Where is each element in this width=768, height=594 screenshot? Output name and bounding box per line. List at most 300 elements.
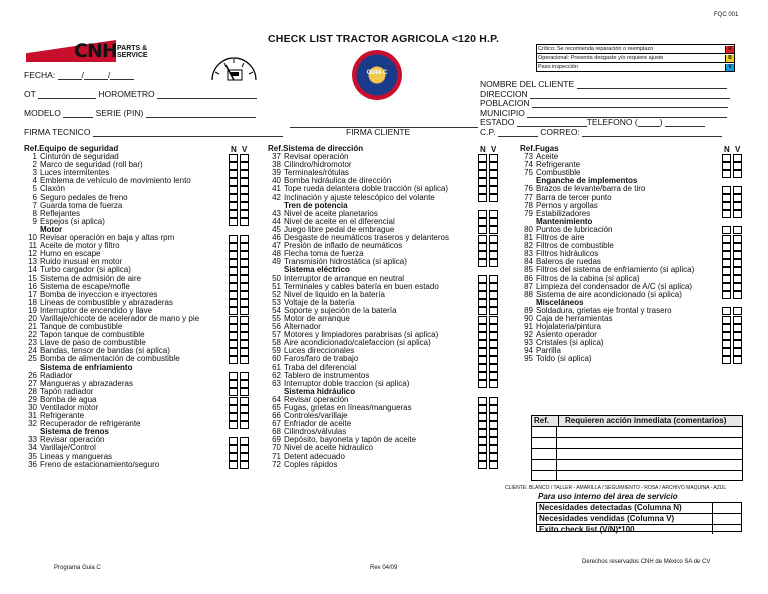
- item-number: 51: [272, 281, 281, 291]
- checkbox-n[interactable]: [229, 267, 238, 275]
- col3-v-header: V: [735, 145, 741, 154]
- checkbox-v[interactable]: [733, 226, 742, 234]
- checkbox-v[interactable]: [733, 170, 742, 178]
- checkbox-v[interactable]: [240, 421, 249, 429]
- checkbox-n[interactable]: [478, 421, 487, 429]
- checkbox-n[interactable]: [229, 348, 238, 356]
- checkbox-v[interactable]: [733, 154, 742, 162]
- checkbox-v[interactable]: [240, 388, 249, 396]
- checkbox-v[interactable]: [240, 445, 249, 453]
- firma-tecnico-field[interactable]: FIRMA TECNICO: [24, 127, 283, 137]
- action-table-header: Ref. Requieren acción inmediata (comentarios): [532, 416, 742, 427]
- checkbox-n[interactable]: [229, 178, 238, 186]
- checkbox-n[interactable]: [722, 162, 731, 170]
- item-number: 91: [524, 322, 533, 332]
- item-number: 34: [28, 443, 37, 453]
- item-number: 12: [28, 249, 37, 259]
- item-number: 22: [28, 330, 37, 340]
- municipio-field[interactable]: MUNICIPIO: [480, 108, 727, 118]
- checkbox-n[interactable]: [478, 332, 487, 340]
- col2-n-header: N: [480, 145, 486, 154]
- action-row[interactable]: [532, 471, 742, 481]
- item-label: Aire acondicionado/calefaccion (si aplica): [284, 338, 431, 348]
- item-label: Humo en escape: [40, 249, 101, 259]
- checkbox-v[interactable]: [489, 178, 498, 186]
- item-number: 8: [32, 208, 37, 218]
- checkbox-v[interactable]: [733, 267, 742, 275]
- checkbox-n[interactable]: [478, 356, 487, 364]
- checkbox-n[interactable]: [478, 210, 487, 218]
- cp-correo-field[interactable]: C.P. CORREO:: [480, 127, 722, 137]
- item-number: 69: [272, 435, 281, 445]
- action-row[interactable]: [532, 449, 742, 460]
- checkbox-n[interactable]: [722, 210, 731, 218]
- checkbox-n[interactable]: [722, 291, 731, 299]
- checkbox-n[interactable]: [229, 259, 238, 267]
- checkbox-v[interactable]: [489, 316, 498, 324]
- checkbox-v[interactable]: [489, 437, 498, 445]
- checkbox-v[interactable]: [240, 194, 249, 202]
- checkbox-v[interactable]: [489, 356, 498, 364]
- checkbox-v[interactable]: [240, 413, 249, 421]
- checkbox-v[interactable]: [240, 243, 249, 251]
- checkbox-n[interactable]: [229, 202, 238, 210]
- item-number: 27: [28, 378, 37, 388]
- checkbox-v[interactable]: [489, 226, 498, 234]
- item-label: Bomba hidráulica de dirección: [284, 176, 392, 186]
- internal-use-table: [536, 502, 742, 532]
- checkbox-v[interactable]: [240, 170, 249, 178]
- checkbox-n[interactable]: [722, 324, 731, 332]
- item-label: Cilindro/hidromotor: [284, 160, 352, 170]
- checkbox-v[interactable]: [489, 170, 498, 178]
- checkbox-v[interactable]: [489, 364, 498, 372]
- checkbox-v[interactable]: [240, 178, 249, 186]
- checkbox-n[interactable]: [229, 299, 238, 307]
- item-number: 26: [28, 370, 37, 380]
- checkbox-n[interactable]: [478, 340, 487, 348]
- checkbox-n[interactable]: [722, 267, 731, 275]
- checkbox-v[interactable]: [733, 251, 742, 259]
- checkbox-n[interactable]: [229, 332, 238, 340]
- item-number: 31: [28, 411, 37, 421]
- item-number: 15: [28, 273, 37, 283]
- checkbox-v[interactable]: [240, 259, 249, 267]
- checkbox-n[interactable]: [229, 445, 238, 453]
- checkbox-v[interactable]: [733, 210, 742, 218]
- item-label: Voltaje de la batería: [284, 297, 355, 307]
- checkbox-n[interactable]: [478, 299, 487, 307]
- checkbox-v[interactable]: [240, 332, 249, 340]
- checkbox-n[interactable]: [229, 421, 238, 429]
- checkbox-n[interactable]: [229, 307, 238, 315]
- checkbox-n[interactable]: [478, 307, 487, 315]
- checkbox-n[interactable]: [478, 364, 487, 372]
- item-number: 95: [524, 354, 533, 364]
- checkbox-n[interactable]: [722, 307, 731, 315]
- checkbox-v[interactable]: [733, 202, 742, 210]
- item-label: Presión de inflado de neumáticos: [284, 241, 403, 251]
- internal-row-sold[interactable]: Necesidades vendidas (Columna V): [537, 514, 741, 525]
- item-number: 87: [524, 281, 533, 291]
- item-number: 81: [524, 233, 533, 243]
- checkbox-v[interactable]: [489, 348, 498, 356]
- checkbox-v[interactable]: [489, 299, 498, 307]
- checkbox-n[interactable]: [478, 170, 487, 178]
- item-label: Filtros de la cabina (si aplica): [536, 273, 640, 283]
- cnh-logo: [26, 40, 154, 64]
- checkbox-v[interactable]: [240, 316, 249, 324]
- section-header: Sistema hidráulico: [284, 386, 356, 396]
- checkbox-v[interactable]: [489, 259, 498, 267]
- item-number: 64: [272, 394, 281, 404]
- checkbox-v[interactable]: [489, 154, 498, 162]
- section-header: Motor: [40, 224, 63, 234]
- checkbox-n[interactable]: [722, 235, 731, 243]
- checkbox-n[interactable]: [722, 356, 731, 364]
- checkbox-n[interactable]: [478, 235, 487, 243]
- checkbox-v[interactable]: [240, 283, 249, 291]
- checkbox-v[interactable]: [489, 291, 498, 299]
- checkbox-v[interactable]: [733, 291, 742, 299]
- item-number: 70: [272, 443, 281, 453]
- fecha-field[interactable]: FECHA: / /: [24, 70, 134, 80]
- item-number: 56: [272, 322, 281, 332]
- checkbox-n[interactable]: [229, 218, 238, 226]
- item-number: 1: [32, 152, 37, 162]
- checkbox-n[interactable]: [478, 429, 487, 437]
- item-label: Soldadura, grietas eje frontal y trasero: [536, 305, 672, 315]
- checkbox-v[interactable]: [489, 324, 498, 332]
- checkbox-v[interactable]: [240, 307, 249, 315]
- checkbox-v[interactable]: [489, 275, 498, 283]
- checkbox-n[interactable]: [478, 275, 487, 283]
- checkbox-v[interactable]: [489, 218, 498, 226]
- checkbox-v[interactable]: [240, 340, 249, 348]
- item-label: Filtros del sistema de enfriamiento (si aplica): [536, 265, 695, 275]
- checkbox-n[interactable]: [229, 162, 238, 170]
- checkbox-n[interactable]: [229, 372, 238, 380]
- checkbox-n[interactable]: [722, 154, 731, 162]
- checkbox-v[interactable]: [733, 235, 742, 243]
- section-fugas: Fugas: [535, 144, 559, 153]
- item-number: 28: [28, 386, 37, 396]
- checkbox-n[interactable]: [229, 388, 238, 396]
- checkbox-v[interactable]: [489, 461, 498, 469]
- checkbox-v[interactable]: [240, 162, 249, 170]
- checkbox-v[interactable]: [489, 283, 498, 291]
- checkbox-n[interactable]: [229, 437, 238, 445]
- checkbox-v[interactable]: [489, 194, 498, 202]
- internal-row-success[interactable]: Exito check list (V/N)*100: [537, 525, 741, 534]
- checkbox-v[interactable]: [489, 340, 498, 348]
- item-label: Asiento operador: [536, 330, 597, 340]
- direccion-field[interactable]: DIRECCION: [480, 89, 730, 99]
- item-label: Filtros hidráulicos: [536, 249, 599, 259]
- checkbox-v[interactable]: [733, 186, 742, 194]
- checkbox-n[interactable]: [229, 251, 238, 259]
- item-number: 25: [28, 354, 37, 364]
- checkbox-v[interactable]: [489, 421, 498, 429]
- checkbox-v[interactable]: [489, 210, 498, 218]
- checkbox-v[interactable]: [733, 283, 742, 291]
- item-label: Limpieza del condensador de A/C (si aplica): [536, 281, 693, 291]
- checkbox-v[interactable]: [240, 251, 249, 259]
- checkbox-v[interactable]: [489, 397, 498, 405]
- checkbox-n[interactable]: [229, 243, 238, 251]
- checkbox-v[interactable]: [240, 154, 249, 162]
- checkbox-n[interactable]: [722, 316, 731, 324]
- item-label: Enfriador de aceite: [284, 419, 352, 429]
- checkbox-n[interactable]: [722, 251, 731, 259]
- checkbox-v[interactable]: [240, 299, 249, 307]
- checkbox-v[interactable]: [489, 453, 498, 461]
- section-sistema-direccion: Sistema de dirección: [283, 144, 364, 153]
- checkbox-v[interactable]: [733, 356, 742, 364]
- checkbox-v[interactable]: [489, 429, 498, 437]
- checkbox-n[interactable]: [478, 218, 487, 226]
- checkbox-n[interactable]: [722, 194, 731, 202]
- checkbox-v[interactable]: [240, 202, 249, 210]
- checkbox-n[interactable]: [229, 291, 238, 299]
- item-label: Controles/varillaje: [284, 411, 348, 421]
- checkbox-v[interactable]: [240, 453, 249, 461]
- checkbox-n[interactable]: [478, 445, 487, 453]
- checkbox-n[interactable]: [478, 372, 487, 380]
- checkbox-n[interactable]: [478, 324, 487, 332]
- estado-telefono-field[interactable]: ESTADO TELEFONO ( ): [480, 117, 705, 127]
- checkbox-v[interactable]: [733, 243, 742, 251]
- checkbox-v[interactable]: [240, 405, 249, 413]
- checkbox-n[interactable]: [722, 170, 731, 178]
- item-label: Luces direccionales: [284, 346, 355, 356]
- checkbox-n[interactable]: [229, 283, 238, 291]
- checkbox-n[interactable]: [722, 226, 731, 234]
- item-number: 5: [32, 184, 37, 194]
- checkbox-n[interactable]: [478, 461, 487, 469]
- page-title: CHECK LIST TRACTOR AGRICOLA <120 H.P.: [268, 33, 500, 45]
- checkbox-n[interactable]: [722, 283, 731, 291]
- checkbox-v[interactable]: [240, 461, 249, 469]
- checkbox-n[interactable]: [229, 405, 238, 413]
- checkbox-n[interactable]: [478, 251, 487, 259]
- checkbox-n[interactable]: [229, 413, 238, 421]
- checkbox-n[interactable]: [722, 332, 731, 340]
- item-number: 41: [272, 184, 281, 194]
- checkbox-n[interactable]: [229, 186, 238, 194]
- item-label: Guarda toma de fuerza: [40, 200, 123, 210]
- checkbox-v[interactable]: [240, 275, 249, 283]
- checkbox-n[interactable]: [722, 202, 731, 210]
- checkbox-n[interactable]: [478, 243, 487, 251]
- checkbox-n[interactable]: [229, 324, 238, 332]
- item-number: 24: [28, 346, 37, 356]
- parts-service-label: PARTS & SERVICE: [117, 45, 148, 59]
- checkbox-v[interactable]: [489, 380, 498, 388]
- item-label: Cilindros/válvulas: [284, 427, 347, 437]
- col2-v-header: V: [491, 145, 497, 154]
- checkbox-n[interactable]: [478, 154, 487, 162]
- legend-operational: Operacional: Presenta desgaste y/o requiere ajuste B: [537, 54, 734, 63]
- checkbox-n[interactable]: [722, 259, 731, 267]
- item-label: Reflejantes: [40, 208, 81, 218]
- checkbox-n[interactable]: [722, 275, 731, 283]
- checkbox-n[interactable]: [229, 170, 238, 178]
- checkbox-v[interactable]: [489, 332, 498, 340]
- checkbox-n[interactable]: [478, 291, 487, 299]
- checkbox-n[interactable]: [478, 226, 487, 234]
- gauge-icon: [206, 52, 262, 84]
- modelo-serie-fields[interactable]: MODELO SERIE (PIN): [24, 108, 256, 118]
- checkbox-n[interactable]: [478, 178, 487, 186]
- item-label: Caja de herramientas: [536, 313, 613, 323]
- checklist-column-1: Ref.Equipo de seguridad 1 Cinturón de seguridad 2 Marco de seguridad (roll bar) 3 Luces intermitentes 4 Emblema de vehículo de movimiento lento 5 Claxón 6 Seguro pedales de freno 7 Guarda toma de fuerza 8 Reflejantes 9 Espejos (si aplica) Motor 10 Revisar operación en baja y altas rpm 11 Aceite de motor y filtro 12 Humo en escape 13 Ruido inusual en motor 14 Turbo cargador (si aplica) 15 Sistema de admisión de aire 16 Sistema de escape/mofle 17 Bomba de inyeccion e inyectores 18 Líneas de combustible y abrazaderas 19 Interruptor de encendido y llave 20 Varillaje/chicote de acelerador de mano y pie 21 Tanque de combustible 22 Tapon tanque de combustible 23 Llave de paso de combustible 24 Bandas, tensor de bandas (si aplica) 25 Bomba de alimentación de combustible Sistema de enfriamiento 26 Radiador 27 Mangueras y abrazaderas 28 Tapón radiador 29 Bomba de agua 30 Ventilador motor 31 Refrigerante 32 Recuperador de refrigerante Sistema de frenos 33 Revisar operación 34 Varillaje/Control 35 Lineas y mangueras 36 Freno de estacionamiento/seguro: [24, 144, 200, 469]
- checkbox-n[interactable]: [229, 380, 238, 388]
- item-label: Flecha toma de fuerza: [284, 249, 364, 259]
- checkbox-n[interactable]: [478, 453, 487, 461]
- item-number: 53: [272, 297, 281, 307]
- checkbox-v[interactable]: [733, 348, 742, 356]
- checkbox-v[interactable]: [240, 372, 249, 380]
- checklist-item: [520, 355, 694, 363]
- checkbox-n[interactable]: [229, 397, 238, 405]
- checkbox-n[interactable]: [229, 356, 238, 364]
- item-label: Freno de estacionamiento/seguro: [40, 459, 160, 469]
- checkbox-v[interactable]: [733, 162, 742, 170]
- checkbox-v[interactable]: [733, 340, 742, 348]
- item-label: Coples rápidos: [284, 459, 338, 469]
- checkbox-v[interactable]: [489, 405, 498, 413]
- item-label: Revisar operación: [40, 435, 105, 445]
- checkbox-n[interactable]: [722, 243, 731, 251]
- internal-row-detected[interactable]: Necesidades detectadas (Columna N): [537, 503, 741, 514]
- checkbox-n[interactable]: [478, 397, 487, 405]
- item-number: 13: [28, 257, 37, 267]
- item-number: 16: [28, 281, 37, 291]
- item-number: 90: [524, 313, 533, 323]
- checkbox-v[interactable]: [489, 235, 498, 243]
- checkbox-v[interactable]: [733, 307, 742, 315]
- checkbox-n[interactable]: [229, 194, 238, 202]
- item-number: 38: [272, 160, 281, 170]
- checkbox-n[interactable]: [229, 154, 238, 162]
- item-number: 2: [32, 160, 37, 170]
- item-number: 42: [272, 192, 281, 202]
- checkbox-n[interactable]: [722, 348, 731, 356]
- checkbox-n[interactable]: [478, 194, 487, 202]
- checkbox-v[interactable]: [489, 445, 498, 453]
- checkbox-n[interactable]: [478, 348, 487, 356]
- item-number: 88: [524, 289, 533, 299]
- item-number: 67: [272, 419, 281, 429]
- item-label: Recuperador de refrigerante: [40, 419, 141, 429]
- checkbox-v[interactable]: [240, 218, 249, 226]
- item-number: 35: [28, 451, 37, 461]
- item-label: Faros/faro de trabajo: [284, 354, 359, 364]
- item-number: 68: [272, 427, 281, 437]
- checkbox-n[interactable]: [722, 186, 731, 194]
- item-label: Combustible: [536, 168, 581, 178]
- checkbox-v[interactable]: [240, 235, 249, 243]
- checkbox-v[interactable]: [489, 162, 498, 170]
- item-number: 72: [272, 459, 281, 469]
- checkbox-n[interactable]: [229, 461, 238, 469]
- item-label: Ventilador motor: [40, 403, 99, 412]
- item-label: Terminales y cables batería en buen estado: [284, 281, 439, 291]
- item-number: 45: [272, 224, 281, 234]
- item-label: Estabilizadores: [536, 208, 591, 218]
- item-number: 7: [32, 200, 37, 210]
- checkbox-n[interactable]: [478, 186, 487, 194]
- checkbox-n[interactable]: [478, 437, 487, 445]
- checkbox-v[interactable]: [489, 307, 498, 315]
- ot-horometro-fields[interactable]: OT HOROMETRO: [24, 89, 257, 99]
- checkbox-v[interactable]: [733, 332, 742, 340]
- checkbox-v[interactable]: [733, 275, 742, 283]
- section-equipo-seguridad: Equipo de seguridad: [39, 144, 119, 153]
- checkbox-n[interactable]: [229, 453, 238, 461]
- checkbox-n[interactable]: [478, 413, 487, 421]
- checkbox-v[interactable]: [240, 324, 249, 332]
- item-label: Bandas, tensor de bandas (si aplica): [40, 346, 170, 356]
- checkbox-n[interactable]: [229, 275, 238, 283]
- item-number: 9: [32, 216, 37, 226]
- checkbox-v[interactable]: [240, 186, 249, 194]
- checkbox-v[interactable]: [489, 372, 498, 380]
- action-row[interactable]: [532, 438, 742, 449]
- checkbox-v[interactable]: [733, 194, 742, 202]
- checkbox-n[interactable]: [478, 283, 487, 291]
- checkbox-v[interactable]: [489, 243, 498, 251]
- checkbox-v[interactable]: [733, 259, 742, 267]
- checkbox-n[interactable]: [478, 316, 487, 324]
- checkbox-v[interactable]: [240, 380, 249, 388]
- checkbox-v[interactable]: [240, 348, 249, 356]
- item-label: Líneas de combustible y abrazaderas: [40, 297, 173, 307]
- checkbox-v[interactable]: [489, 251, 498, 259]
- checkbox-v[interactable]: [240, 437, 249, 445]
- item-label: Bomba de alimentación de combustible: [40, 354, 180, 364]
- checkbox-v[interactable]: [489, 413, 498, 421]
- checkbox-n[interactable]: [478, 259, 487, 267]
- checkbox-v[interactable]: [489, 186, 498, 194]
- item-label: Detent adecuado: [284, 451, 345, 461]
- checkbox-n[interactable]: [229, 210, 238, 218]
- checkbox-v[interactable]: [240, 356, 249, 364]
- checkbox-n[interactable]: [478, 405, 487, 413]
- action-row[interactable]: [532, 427, 742, 438]
- item-label: Motores y limpiadores parabrisas (si aplica): [284, 330, 439, 340]
- checkbox-v[interactable]: [240, 267, 249, 275]
- legend-critical: Crítico: Se recomienda reparación o reemplazo R: [537, 45, 734, 54]
- checkbox-n[interactable]: [478, 162, 487, 170]
- checkbox-n[interactable]: [229, 316, 238, 324]
- section-header: Sistema de enfriamiento: [40, 362, 133, 372]
- item-label: Revisar operación en baja y altas rpm: [40, 233, 175, 243]
- checkbox-n[interactable]: [229, 235, 238, 243]
- checkbox-n[interactable]: [722, 340, 731, 348]
- poblacion-field[interactable]: POBLACION: [480, 98, 728, 108]
- nombre-field[interactable]: NOMBRE DEL CLIENTE: [480, 79, 727, 89]
- checkbox-v[interactable]: [240, 397, 249, 405]
- checkbox-n[interactable]: [478, 380, 487, 388]
- checkbox-v[interactable]: [733, 324, 742, 332]
- checkbox-v[interactable]: [733, 316, 742, 324]
- checkbox-v[interactable]: [240, 210, 249, 218]
- checkbox-n[interactable]: [229, 340, 238, 348]
- action-row[interactable]: [532, 460, 742, 471]
- checkbox-v[interactable]: [240, 291, 249, 299]
